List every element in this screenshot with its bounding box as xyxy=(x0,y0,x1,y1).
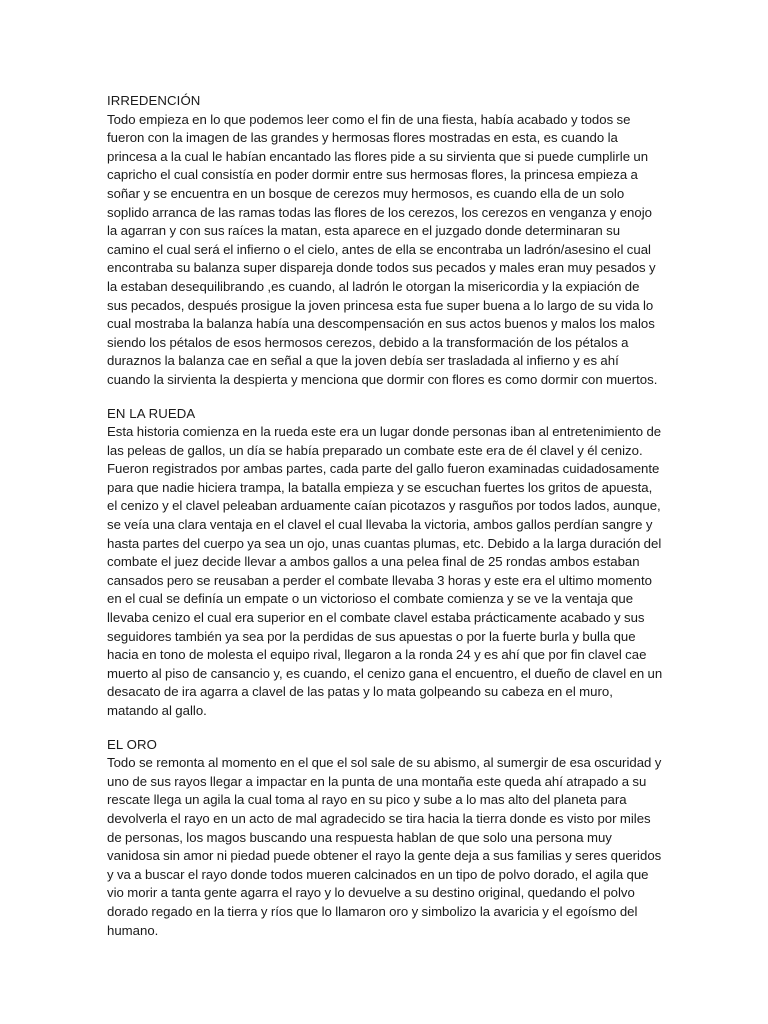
section-title: EL ORO xyxy=(107,736,157,752)
section-el-oro xyxy=(107,736,663,941)
section-irredencion xyxy=(107,92,663,390)
section-title: IRREDENCIÓN xyxy=(107,93,201,108)
section-body: Todo empieza en lo que podemos leer como el fin de una fiesta, había acabado y todos se fueron con la imagen de las grandes y hermosas flores mostradas en esta, es cuando la princesa a la cual le habían encantado las flores pide a su sirvienta que si puede cumplirle un capricho el cual consistía en poder dormir entre sus hermosas flores, la princesa empieza a soñar y se encuentra en un bosque de cerezos muy hermosos, es cuando ella de un solo soplido arranca de las ramas todas las flores de los cerezos, los cerezos en venganza y enojo la agarran y con sus raíces la matan, esta aparece en el juzgado donde determinaran su camino el cual será el infierno o el cielo, antes de ella se encontraba un ladrón/asesino el cual encontraba su balanza super dispareja donde todos sus pecados y males eran muy pesados y la estaban desequilibrando ,es cuando, al ladrón le otorgan la misericordia y la expiación de sus pecados, después prosigue la joven princesa esta fue super buena a lo largo de su vida lo cual mostraba la balanza había una descompensación en sus actos buenos y malos los malos siendo los pétalos de esos hermosos cerezos, debido a la transformación de los pétalos a duraznos la balanza cae en señal a que la joven debía ser trasladada al infierno y es ahí cuando la sirvienta la despierta y menciona que dormir con flores es como dormir con muertos. xyxy=(107,111,658,387)
section-en-la-rueda xyxy=(107,405,663,721)
section-body: Todo se remonta al momento en el que el sol sale de su abismo, al sumergir de esa oscuridad y uno de sus rayos llegar a impactar en la punta de una montaña este queda ahí atrapado a su rescate llega un agila la cual toma al rayo en su pico y sube a lo mas alto del planeta para devolverla el rayo en un acto de mal agradecido se tira hacia la tierra donde es visto por miles de personas, los magos buscando una respuesta hablan de que solo una persona muy vanidosa sin amor ni piedad puede obtener el rayo la gente deja a sus familias y seres queridos y va a buscar el rayo donde todos mueren calcinados en un tipo de polvo dorado, el agila que vio morir a tanta gente agarra el rayo y lo devuelve a su destino original, quedando el polvo dorado regado en la tierra y ríos que lo llamaron oro y simbolizo la avaricia y el egoísmo del humano. xyxy=(107,755,662,938)
section-title: EN LA RUEDA xyxy=(107,405,196,421)
section-body: Esta historia comienza en la rueda este era un lugar donde personas iban al entretenimiento de las peleas de gallos, un día se había preparado un combate este era de él clavel y él cenizo. Fueron registrados por ambas partes, cada parte del gallo fueron examinadas cuidadosamente para que nadie hiciera trampa, la batalla empieza y se escuchan fuertes los gritos de apuesta, el cenizo y el clavel peleaban arduamente caían picotazos y rasguños por todos lados, aunque, se veía una clara ventaja en el clavel el cual llevaba la victoria, ambos gallos perdían sangre y hasta partes del cuerpo ya sea un ojo, unas cuantas plumas, etc. Debido a la larga duración del combate el juez decide llevar a ambos gallos a una pelea final de 25 rondas ambos estaban cansados pero se reusaban a perder el combate llevaba 3 horas y este era el ultimo momento en el cual se definía un empate o un victorioso el combate comienza y se ve la ventaja que llevaba cenizo el cual era superior en el combate clavel estaba prácticamente acabado y sus seguidores también ya sea por la perdidas de sus apuestas o por la fuerte burla y bulla que hacia en tono de molesta el equipo rival, llegaron a la ronda 24 y es ahí que por fin clavel cae muerto al piso de cansancio y, es cuando, el cenizo gana el encuentro, el dueño de clavel en un desacato de ira agarra a clavel de las patas y lo mata golpeando su cabeza en el muro, matando al gallo. xyxy=(107,424,663,718)
document-page xyxy=(107,92,663,955)
